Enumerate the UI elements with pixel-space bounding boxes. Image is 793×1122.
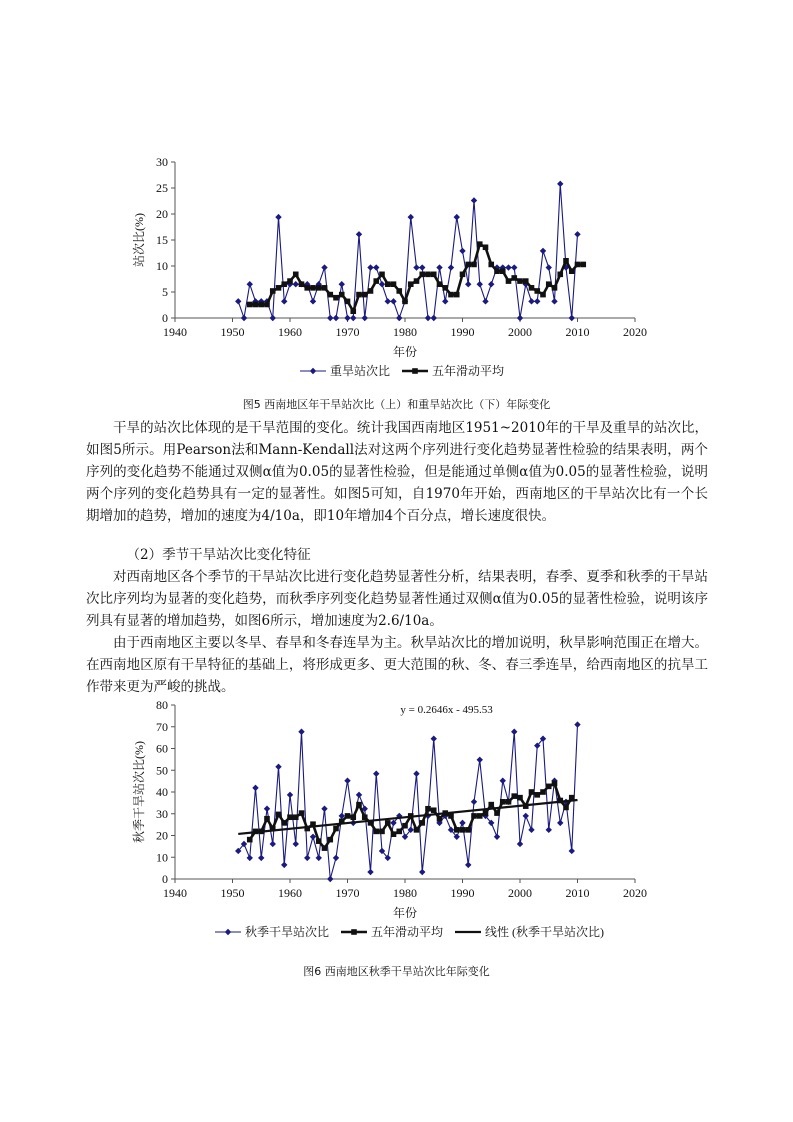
data-point (356, 802, 362, 808)
y-tick-label: 30 (156, 806, 168, 821)
data-point (281, 820, 287, 826)
x-tick-label: 2000 (508, 886, 532, 900)
data-point (546, 827, 552, 833)
data-point (275, 764, 281, 770)
legend-label: 重旱站次比 (330, 364, 391, 378)
data-point (304, 285, 310, 291)
data-point (373, 771, 379, 777)
y-tick-label: 30 (156, 155, 168, 169)
x-tick-label: 1950 (220, 886, 245, 900)
body-text-block-2 (86, 544, 708, 698)
data-point (511, 729, 517, 735)
data-point (385, 820, 391, 826)
y-tick-label: 70 (156, 719, 168, 734)
data-point (270, 315, 276, 321)
data-point (362, 292, 368, 298)
data-point (546, 784, 552, 790)
data-point (482, 298, 488, 304)
data-point (500, 268, 506, 274)
y-axis-label: 站次比(%) (132, 213, 146, 267)
legend-label: 五年滑动平均 (432, 364, 505, 378)
data-point (425, 272, 431, 278)
x-tick-label: 1970 (335, 886, 360, 900)
data-point (454, 214, 460, 220)
data-point (437, 816, 443, 822)
data-point (454, 827, 460, 833)
data-point (299, 810, 305, 816)
data-point (465, 281, 471, 287)
data-point (287, 278, 293, 284)
data-point (281, 281, 287, 287)
y-tick-label: 10 (156, 850, 168, 865)
data-point (431, 807, 437, 813)
data-point (557, 820, 563, 826)
data-point (356, 792, 362, 798)
data-point (448, 264, 454, 270)
legend-marker (412, 368, 418, 374)
data-point (574, 721, 580, 727)
data-point (511, 793, 517, 799)
data-point (350, 315, 356, 321)
x-tick-label: 2020 (623, 886, 647, 900)
data-point (385, 281, 391, 287)
x-axis-label: 年份 (392, 906, 418, 920)
data-point (287, 792, 293, 798)
paragraph-2: 对西南地区各个季节的干旱站次比进行变化趋势显著性分析，结果表明，春季、夏季和秋季的干旱站次比序列均为显著的变化趋势，而秋季序列变化趋势显著性通过双侧α值为0.05的显著性检验，说明该序列具有显著的增加趋势，如图6所示，增加速度为2.6/10a。 (86, 569, 708, 629)
data-point (373, 264, 379, 270)
y-tick-label: 15 (156, 233, 168, 247)
data-point (425, 806, 431, 812)
data-point (506, 799, 512, 805)
data-point (460, 827, 466, 833)
data-point (517, 315, 523, 321)
data-point (264, 806, 270, 812)
data-point (483, 244, 489, 250)
data-point (327, 315, 333, 321)
data-point (391, 281, 397, 287)
x-tick-label: 1980 (393, 325, 417, 339)
legend-marker (310, 368, 316, 374)
data-point (471, 799, 477, 805)
data-point (436, 264, 442, 270)
data-point (385, 298, 391, 304)
data-point (488, 281, 494, 287)
legend-item-1 (402, 363, 504, 378)
x-tick-label: 1950 (220, 325, 245, 339)
data-point (333, 855, 339, 861)
data-point (563, 805, 569, 811)
data-point (345, 813, 351, 819)
data-point (419, 869, 425, 875)
data-point (500, 777, 506, 783)
data-point (316, 285, 322, 291)
data-point (454, 292, 460, 298)
data-point (333, 295, 339, 301)
data-point (276, 812, 282, 818)
series-line (238, 184, 577, 318)
y-tick-label: 0 (162, 311, 168, 325)
legend-label: 秋季干旱站次比 (245, 925, 330, 939)
data-point (379, 829, 385, 835)
series-0 (235, 181, 581, 322)
data-point (580, 262, 586, 268)
data-point (529, 285, 535, 291)
data-point (534, 298, 540, 304)
data-point (488, 802, 494, 808)
figure-6-caption: 图6 西南地区秋季干旱站次比年际变化 (303, 965, 490, 978)
data-point (379, 281, 385, 287)
data-point (408, 281, 414, 287)
x-tick-label: 2020 (623, 325, 647, 339)
y-axis-label: 秋季干旱站次比(%) (132, 741, 146, 843)
data-point (276, 285, 282, 291)
data-point (557, 272, 563, 278)
data-point (569, 268, 575, 274)
data-point (275, 214, 281, 220)
data-point (327, 292, 333, 298)
x-tick-label: 1980 (393, 886, 417, 900)
data-point (494, 834, 500, 840)
data-point (367, 264, 373, 270)
data-point (442, 298, 448, 304)
data-point (471, 197, 477, 203)
y-tick-label: 0 (162, 872, 168, 886)
data-point (506, 278, 512, 284)
data-point (281, 298, 287, 304)
legend-item-0 (300, 363, 390, 378)
data-point (264, 302, 270, 308)
data-point (362, 315, 368, 321)
data-point (402, 823, 408, 829)
data-point (253, 302, 259, 308)
data-point (494, 268, 500, 274)
data-point (327, 876, 333, 882)
data-point (460, 272, 466, 278)
data-point (517, 841, 523, 847)
data-point (373, 278, 379, 284)
data-point (574, 231, 580, 237)
data-point (523, 278, 529, 284)
data-point (396, 288, 402, 294)
data-point (293, 814, 299, 820)
data-point (425, 315, 431, 321)
data-point (281, 862, 287, 868)
data-point (471, 262, 477, 268)
data-point (316, 855, 322, 861)
data-point (431, 315, 437, 321)
data-point (287, 814, 293, 820)
data-point (540, 248, 546, 254)
data-point (396, 315, 402, 321)
data-point (339, 292, 345, 298)
x-tick-label: 1960 (278, 886, 302, 900)
data-point (552, 285, 558, 291)
data-point (448, 292, 454, 298)
data-point (557, 181, 563, 187)
body-text-block-1 (86, 417, 708, 527)
data-point (528, 298, 534, 304)
data-point (569, 848, 575, 854)
data-point (534, 792, 540, 798)
data-point (477, 813, 483, 819)
data-point (247, 281, 253, 287)
data-point (414, 827, 420, 833)
x-tick-label: 1940 (163, 325, 187, 339)
series-1 (247, 241, 586, 314)
y-tick-label: 50 (156, 763, 168, 778)
y-tick-label: 40 (156, 785, 168, 799)
data-point (540, 292, 546, 298)
data-point (373, 829, 379, 835)
data-point (345, 299, 351, 305)
data-point (551, 298, 557, 304)
y-tick-label: 20 (156, 828, 168, 843)
data-point (299, 281, 305, 287)
x-tick-label: 1940 (163, 886, 187, 900)
data-point (419, 264, 425, 270)
data-point (235, 298, 241, 304)
data-point (500, 799, 506, 805)
data-point (477, 241, 483, 247)
section-heading: （2）季节干旱站次比变化特征 (126, 547, 311, 563)
data-point (304, 855, 310, 861)
data-point (390, 298, 396, 304)
legend-item-1 (341, 924, 443, 939)
data-point (471, 813, 477, 819)
data-point (247, 302, 253, 308)
data-point (477, 757, 483, 763)
x-tick-label: 2010 (565, 325, 590, 339)
data-point (293, 841, 299, 847)
y-tick-label: 60 (156, 741, 168, 756)
data-point (333, 315, 339, 321)
data-point (408, 214, 414, 220)
data-point (419, 820, 425, 826)
data-point (356, 292, 362, 298)
data-point (356, 231, 362, 237)
data-point (252, 785, 258, 791)
data-point (511, 275, 517, 281)
data-point (413, 771, 419, 777)
data-point (333, 826, 339, 832)
data-point (511, 264, 517, 270)
data-point (414, 278, 420, 284)
data-point (298, 729, 304, 735)
data-point (494, 810, 500, 816)
data-point (368, 288, 374, 294)
trendline-equation: y = 0.2646x - 495.53 (400, 704, 493, 716)
data-point (465, 827, 471, 833)
data-point (442, 285, 448, 291)
data-point (569, 315, 575, 321)
data-point (402, 299, 408, 305)
y-tick-label: 5 (162, 285, 168, 299)
y-tick-label: 20 (156, 207, 168, 221)
data-point (247, 855, 253, 861)
chart-svg (120, 150, 660, 385)
data-point (316, 838, 322, 844)
x-tick-label: 2010 (565, 886, 590, 900)
data-point (270, 288, 276, 294)
x-tick-label: 1970 (335, 325, 360, 339)
y-tick-label: 80 (156, 698, 168, 712)
data-point (350, 814, 356, 820)
legend (215, 924, 604, 939)
data-point (327, 837, 333, 843)
figure-5-caption: 图5 西南地区年干旱站次比（上）和重旱站次比（下）年际变化 (242, 398, 551, 411)
data-point (529, 789, 535, 795)
data-point (465, 862, 471, 868)
data-point (247, 837, 253, 843)
x-tick-label: 1990 (450, 325, 475, 339)
data-point (344, 315, 350, 321)
data-point (517, 795, 523, 801)
data-point (431, 736, 437, 742)
data-point (546, 281, 552, 287)
data-point (322, 285, 328, 291)
data-point (546, 264, 552, 270)
data-point (563, 258, 569, 264)
data-point (293, 272, 299, 278)
data-point (459, 820, 465, 826)
paragraph-3: 由于西南地区主要以冬旱、春旱和冬春连旱为主。秋旱站次比的增加说明，秋旱影响范围正在增大。在西南地区原有干旱特征的基础上，将形成更多、更大范围的秋、冬、春三季连旱，给西南地区的抗旱工作带来更为严峻的挑战。 (86, 635, 708, 695)
data-point (552, 781, 558, 787)
y-tick-label: 10 (156, 259, 168, 273)
data-point (437, 281, 443, 287)
data-point (431, 272, 437, 278)
data-point (321, 806, 327, 812)
data-point (575, 262, 581, 268)
data-point (258, 855, 264, 861)
data-point (293, 281, 299, 287)
data-point (477, 281, 483, 287)
data-point (322, 845, 328, 851)
legend-item-0 (215, 924, 329, 939)
data-point (465, 262, 471, 268)
data-point (344, 777, 350, 783)
y-tick-label: 25 (156, 181, 168, 195)
legend-label: 线性 (秋季干旱站次比) (485, 925, 604, 939)
data-point (264, 816, 270, 822)
data-point (540, 789, 546, 795)
data-point (505, 264, 511, 270)
data-point (517, 278, 523, 284)
chart-fig6 (120, 695, 660, 940)
data-point (419, 272, 425, 278)
data-point (339, 281, 345, 287)
data-point (379, 272, 385, 278)
data-point (310, 285, 316, 291)
data-point (270, 841, 276, 847)
data-point (396, 829, 402, 835)
x-tick-label: 1960 (278, 325, 302, 339)
data-point (413, 264, 419, 270)
legend-marker (351, 929, 357, 935)
legend-item-2 (455, 924, 604, 939)
chart-fig5 (120, 150, 660, 385)
data-point (241, 315, 247, 321)
x-tick-label: 1990 (450, 886, 475, 900)
data-point (310, 298, 316, 304)
data-point (391, 831, 397, 837)
paragraph-1: 干旱的站次比体现的是干旱范围的变化。统计我国西南地区1951~2010年的干旱及重旱的站次比，如图5所示。用Pearson法和Mann-Kendall法对这两个序列进行变化趋势显著性检验的结果表明，两个序列的变化趋势不能通过双侧α值为0.05的显著性检验，但是能通过单侧α值为0.05的显著性检验，说明两个序列的变化趋势具有一定的显著性。如图5可知，自1970年开始，西南地区的干旱站次比有一个长期增加的趋势，增加的速度为4/10a，即10年增加4个百分点，增长速度很快。 (86, 420, 708, 524)
data-point (350, 308, 356, 314)
legend-label: 五年滑动平均 (371, 925, 444, 939)
data-point (362, 814, 368, 820)
data-point (534, 288, 540, 294)
x-tick-label: 2000 (508, 325, 532, 339)
data-point (523, 813, 529, 819)
legend (300, 363, 504, 378)
data-point (483, 810, 489, 816)
data-point (459, 248, 465, 254)
data-point (321, 264, 327, 270)
legend-marker (225, 929, 231, 935)
chart-svg (120, 695, 660, 940)
data-point (528, 827, 534, 833)
data-point (258, 302, 264, 308)
x-axis-label: 年份 (392, 345, 418, 359)
data-point (488, 262, 494, 268)
data-point (367, 869, 373, 875)
